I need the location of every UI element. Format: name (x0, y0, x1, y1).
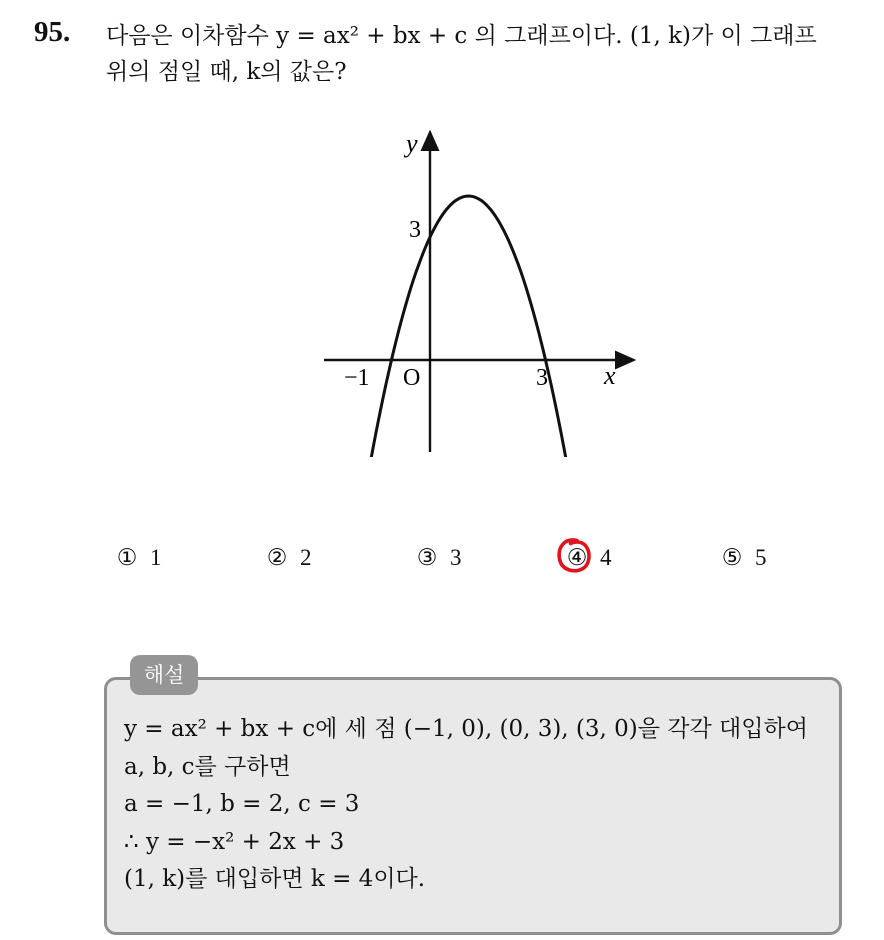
choice-3-value: 3 (450, 545, 462, 570)
choice-5[interactable] (717, 540, 767, 576)
choice-4-mark (562, 540, 592, 576)
choice-2-mark: ② (266, 545, 288, 570)
root-right-label: 3 (536, 365, 548, 391)
choice-1-value: 1 (150, 545, 162, 570)
problem-line-2: 위의 점일 때, k의 값은? (106, 59, 347, 85)
parabola-curve (368, 196, 568, 457)
choice-2-value: 2 (300, 545, 312, 570)
choice-4[interactable] (562, 540, 612, 576)
origin-label: O (403, 365, 421, 391)
choice-1[interactable] (112, 540, 162, 576)
root-left-label: −1 (344, 365, 370, 391)
choice-2[interactable] (262, 540, 312, 576)
problem-number: 95. (34, 16, 71, 48)
choice-1-mark: ① (116, 545, 138, 570)
choice-3-mark: ③ (416, 545, 438, 570)
choice-3[interactable] (412, 540, 462, 576)
choice-4-mark-text: ④ (566, 545, 588, 570)
parabola-graph (320, 122, 640, 457)
choice-5-value: 5 (755, 545, 767, 570)
y-intercept-label: 3 (409, 217, 421, 243)
solution-line-5: (1, k)를 대입하면 k = 4이다. (124, 866, 426, 892)
y-axis-label: y (406, 129, 418, 158)
solution-line-2: a, b, c를 구하면 (124, 753, 291, 780)
solution-tab: 해설 (130, 655, 198, 695)
choice-4-value: 4 (600, 545, 612, 570)
answer-choices (112, 540, 812, 576)
problem-line-1: 다음은 이차함수 y = ax² + bx + c 의 그래프이다. (1, k)가 이 그래프 (106, 23, 817, 49)
x-axis-label: x (604, 361, 616, 390)
problem-statement (106, 18, 866, 90)
solution-line-4: ∴ y = −x² + 2x + 3 (124, 828, 345, 855)
solution-text (124, 711, 839, 899)
solution-line-3: a = −1, b = 2, c = 3 (124, 791, 360, 817)
solution-line-1: y = ax² + bx + c에 세 점 (−1, 0), (0, 3), (3, 0)을 각각 대입하여 (124, 716, 808, 742)
choice-5-mark: ⑤ (721, 545, 743, 570)
